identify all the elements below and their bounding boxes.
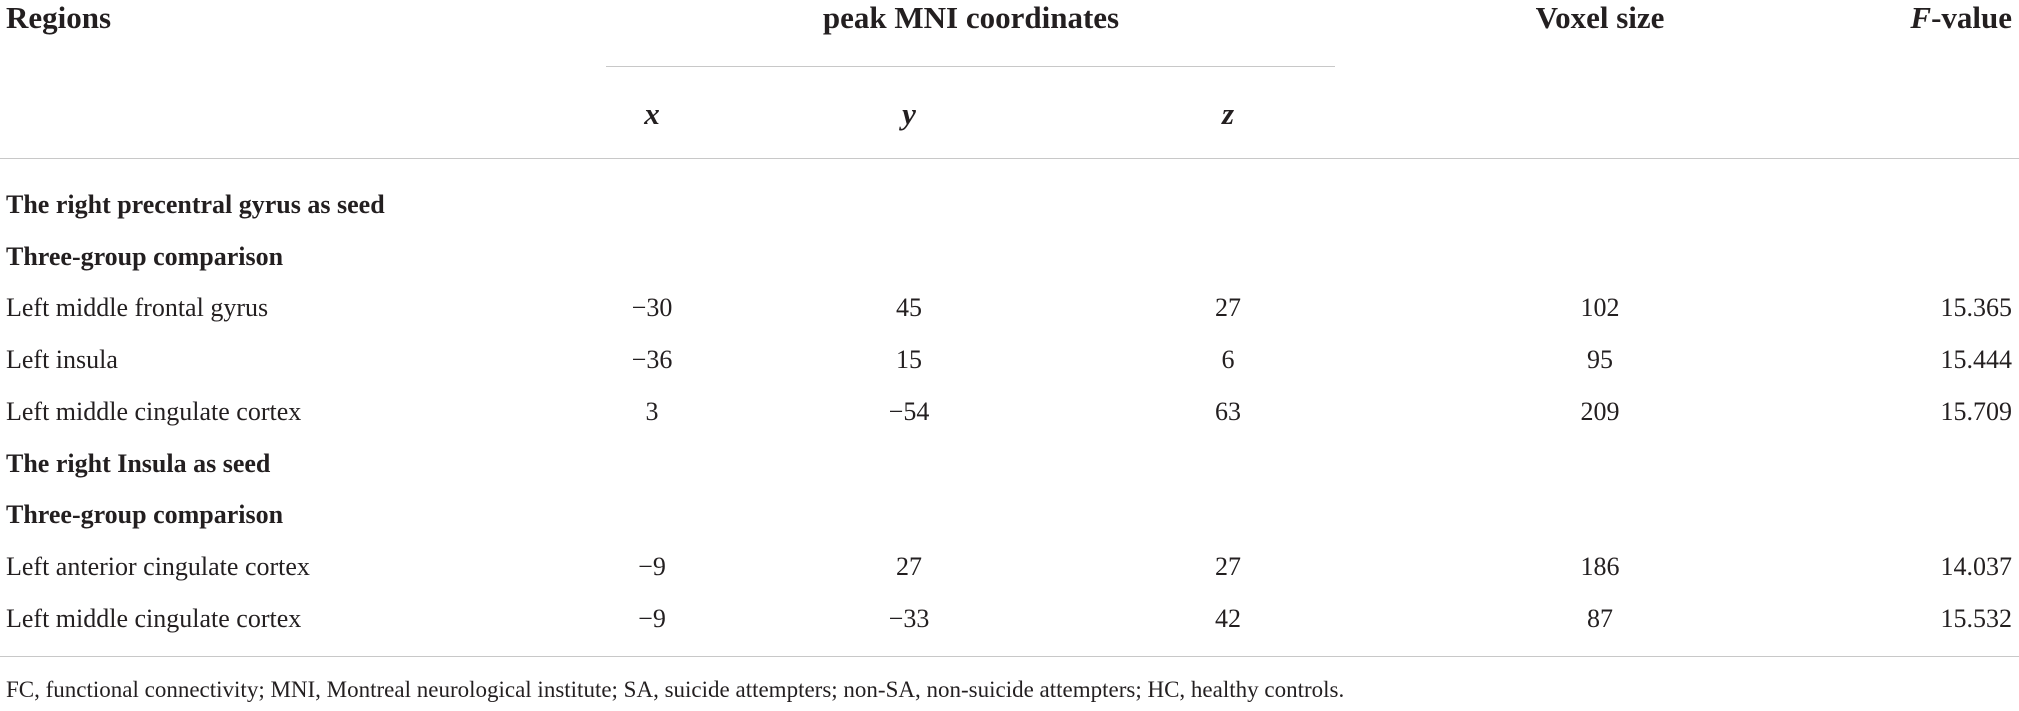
row-voxel-cell: 102 bbox=[1580, 293, 1620, 323]
table-bottom-rule bbox=[0, 656, 2019, 657]
row-x-cell: 3 bbox=[645, 396, 659, 426]
header-x: x bbox=[644, 96, 660, 131]
row-voxel-cell: 87 bbox=[1587, 603, 1613, 633]
header-y: y bbox=[902, 96, 916, 131]
row-y-cell: 45 bbox=[896, 293, 922, 323]
row-region: Left insula bbox=[6, 345, 118, 375]
row-z-cell: 6 bbox=[1221, 345, 1235, 375]
row-z-cell: 63 bbox=[1215, 396, 1241, 426]
row-region: Left anterior cingulate cortex bbox=[6, 551, 310, 581]
row-f-cell: 15.532 bbox=[1940, 603, 2012, 633]
header-f-value bbox=[1910, 0, 2012, 36]
row-x-cell: −36 bbox=[631, 345, 673, 375]
header-f-suffix: -value bbox=[1931, 0, 2012, 35]
section-seed-label: The right Insula as seed bbox=[6, 448, 271, 478]
row-f-cell: 14.037 bbox=[1940, 551, 2012, 581]
row-voxel-cell: 186 bbox=[1580, 551, 1620, 581]
row-y-cell: −33 bbox=[888, 603, 930, 633]
row-region: Left middle cingulate cortex bbox=[6, 603, 302, 633]
row-f-cell: 15.709 bbox=[1940, 396, 2012, 426]
row-voxel-cell: 209 bbox=[1580, 396, 1620, 426]
section-seed-label: The right precentral gyrus as seed bbox=[6, 190, 385, 219]
row-x-cell: −9 bbox=[638, 603, 666, 633]
row-z-cell: 27 bbox=[1215, 551, 1241, 581]
row-f-cell: 15.365 bbox=[1940, 293, 2012, 323]
section-comparison-label: Three-group comparison bbox=[6, 241, 284, 271]
header-regions: Regions bbox=[6, 0, 112, 35]
row-y-cell: −54 bbox=[888, 396, 930, 426]
row-f-cell: 15.444 bbox=[1940, 345, 2012, 375]
row-region: Left middle cingulate cortex bbox=[6, 396, 302, 426]
row-y-cell: 27 bbox=[896, 551, 922, 581]
coords-group-rule bbox=[606, 66, 1335, 67]
row-y-cell: 15 bbox=[896, 345, 922, 375]
row-x-cell: −30 bbox=[631, 293, 673, 323]
header-f-letter: F bbox=[1910, 0, 1932, 35]
row-x-cell: −9 bbox=[638, 551, 666, 581]
header-bottom-rule bbox=[0, 158, 2019, 159]
row-voxel-cell: 95 bbox=[1587, 345, 1613, 375]
header-z: z bbox=[1221, 96, 1235, 131]
row-region: Left middle frontal gyrus bbox=[6, 293, 269, 323]
section-comparison-label: Three-group comparison bbox=[6, 500, 284, 530]
header-voxel-size: Voxel size bbox=[1535, 0, 1665, 35]
table-footnote: FC, functional connectivity; MNI, Montreal neurological institute; SA, suicide attempters; non-SA, non-suicide attempters; HC, healthy controls. bbox=[6, 677, 1345, 702]
header-peak-mni-coordinates: peak MNI coordinates bbox=[822, 0, 1120, 35]
row-z-cell: 27 bbox=[1215, 293, 1241, 323]
row-z-cell: 42 bbox=[1215, 603, 1241, 633]
